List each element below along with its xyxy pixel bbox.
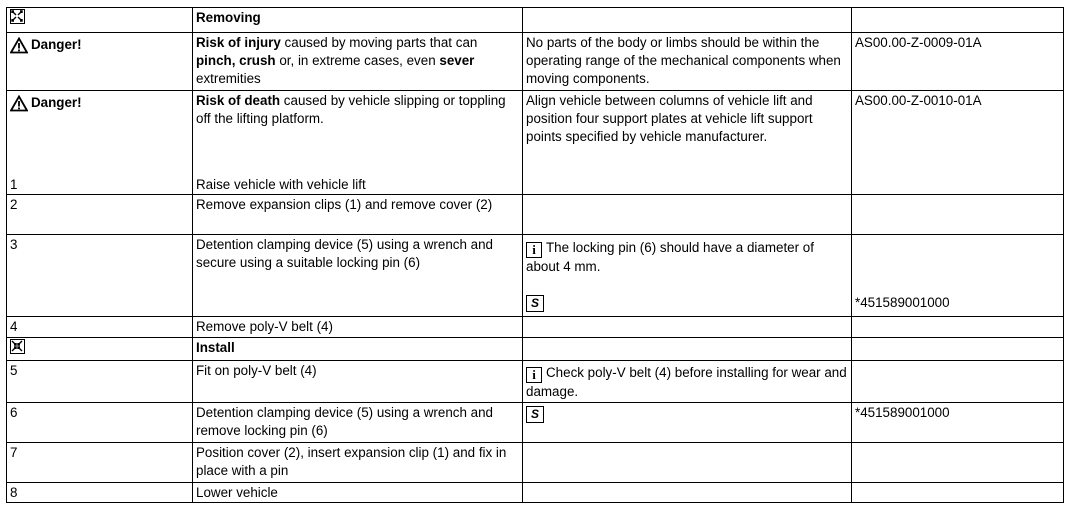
section-title-removing: Removing	[193, 8, 523, 33]
table-row	[7, 443, 1064, 483]
procedure-table	[6, 7, 1064, 503]
step-number: 6	[7, 403, 193, 443]
danger-label: Danger!	[10, 36, 82, 54]
table-row	[7, 235, 1064, 317]
safety-measure: No parts of the body or limbs should be within the operating range of the mechanical components when moving components.	[523, 33, 852, 91]
info-note: i Check poly-V belt (4) before installing for wear and damage.	[523, 361, 852, 403]
info-note: i The locking pin (6) should have a diameter of about 4 mm.	[526, 240, 814, 274]
special-tool-icon: S	[526, 295, 544, 312]
step-text: Detention clamping device (5) using a wrench and remove locking pin (6)	[193, 403, 523, 443]
step-number: 5	[7, 361, 193, 403]
document-code: AS00.00-Z-0010-01A	[852, 91, 1064, 195]
table-row	[7, 403, 1064, 443]
table-row	[7, 361, 1064, 403]
safety-measure: Align vehicle between columns of vehicle lift and position four support plates at vehicle lift support points specified by vehicle manufacturer.	[523, 91, 852, 195]
step-number: 2	[7, 195, 193, 235]
table-row	[7, 317, 1064, 338]
risk-description: Risk of death caused by vehicle slipping or toppling off the lifting platform.	[196, 93, 506, 126]
step-number: 7	[7, 443, 193, 483]
step-number: 8	[7, 483, 193, 503]
info-icon: i	[526, 367, 542, 383]
step-text: Raise vehicle with vehicle lift	[196, 177, 366, 192]
warning-icon	[10, 37, 28, 54]
special-tool-icon: S	[526, 406, 544, 423]
step-text: Remove poly-V belt (4)	[193, 317, 523, 338]
step-number: 4	[7, 317, 193, 338]
table-row	[7, 195, 1064, 235]
tool-number: *451589001000	[855, 295, 950, 310]
tool-number: *451589001000	[852, 403, 1064, 443]
danger-row	[7, 91, 1064, 195]
section-row-install	[7, 338, 1064, 361]
step-number: 1	[10, 177, 18, 192]
info-icon: i	[526, 242, 542, 258]
step-text: Fit on poly-V belt (4)	[193, 361, 523, 403]
table-row	[7, 483, 1064, 503]
danger-label: Danger!	[10, 94, 82, 112]
remove-install-icon	[10, 339, 25, 354]
section-title-install: Install	[193, 338, 523, 361]
step-number: 3	[7, 235, 193, 317]
risk-description: Risk of injury caused by moving parts that can pinch, crush or, in extreme cases, even sever extremities	[193, 33, 523, 91]
step-text: Lower vehicle	[193, 483, 523, 503]
step-text: Remove expansion clips (1) and remove cover (2)	[193, 195, 523, 235]
danger-row	[7, 33, 1064, 91]
remove-install-icon	[10, 9, 25, 24]
document-code: AS00.00-Z-0009-01A	[852, 33, 1064, 91]
section-row-removing	[7, 8, 1064, 33]
section-symbol-cell	[7, 8, 193, 33]
step-text: Detention clamping device (5) using a wrench and secure using a suitable locking pin (6)	[193, 235, 523, 317]
warning-icon	[10, 95, 28, 112]
step-text: Position cover (2), insert expansion clip (1) and fix in place with a pin	[193, 443, 523, 483]
